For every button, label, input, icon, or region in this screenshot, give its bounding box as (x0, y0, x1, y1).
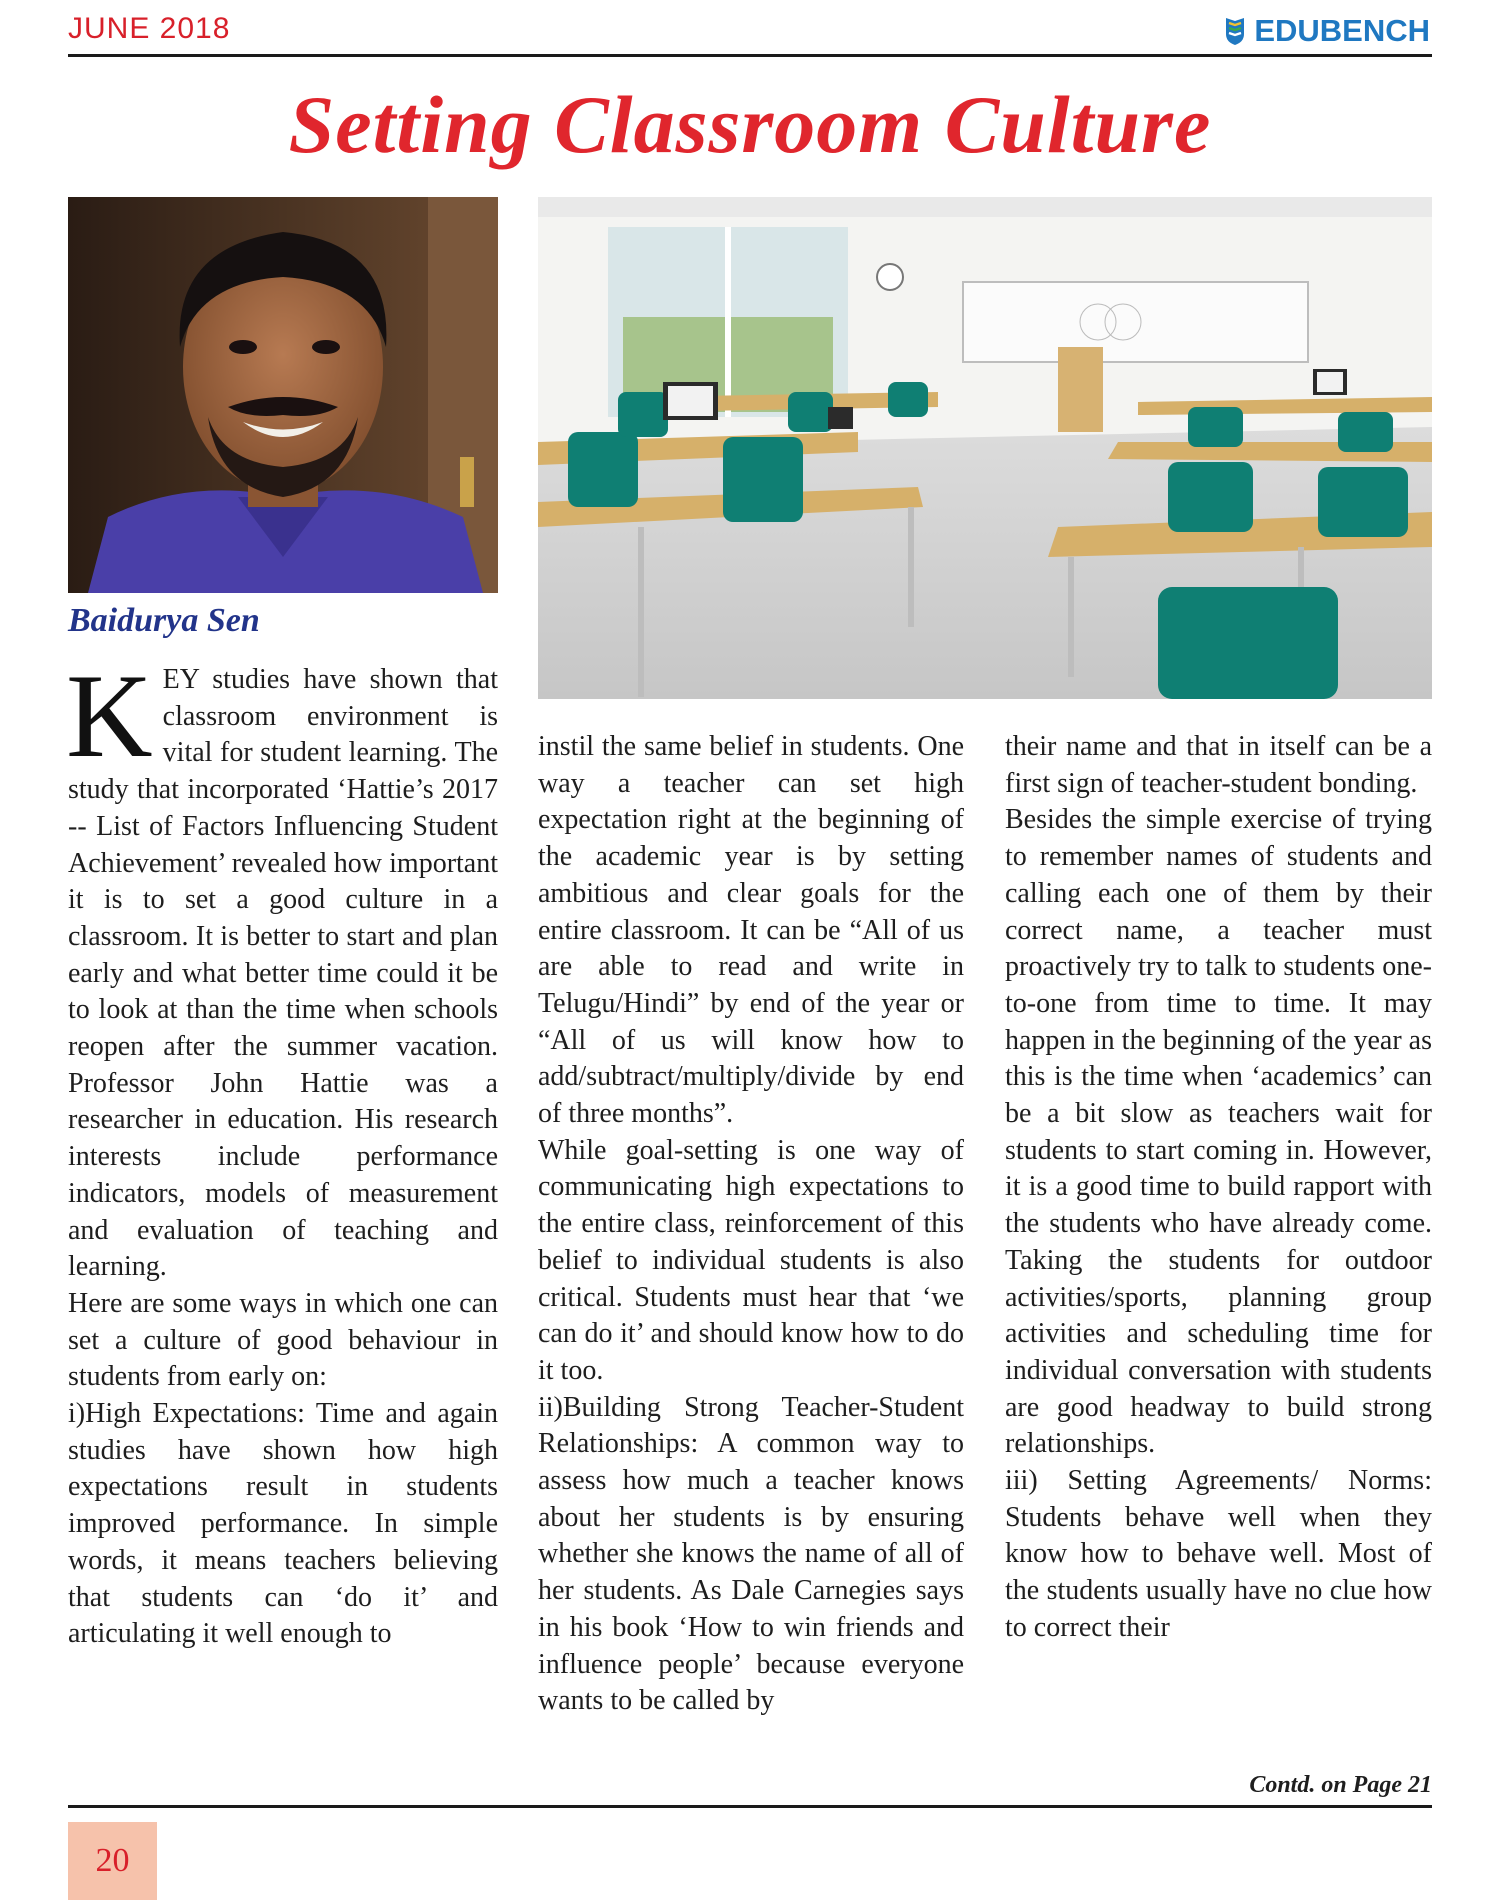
article-column-2 (538, 729, 964, 1720)
paragraph: their name and that in itself can be a first sign of teacher-student bonding. (1005, 731, 1432, 799)
book-shield-icon (1224, 16, 1246, 46)
brand-name: EDUBENCH (1254, 13, 1430, 48)
brand-logo (1224, 13, 1430, 49)
paragraph: While goal-setting is one way of communicating high expectations to the entire class, reinforcement of this belief to individual students is also critical. Students must hear that ‘we can do it’ and should know how to do it too. (538, 1134, 964, 1386)
article-title: Setting Classroom Culture (288, 79, 1212, 170)
paragraph: instil the same belief in students. One way a teacher can set high expectation right at the beginning of the academic year is by setting ambitious and clear goals for the entire classroom. It can be “All of us are able to read and write in Telugu/Hindi” by end of the year or “All of us will know how to add/subtract/multiply/divide by end of three months”. (538, 731, 964, 1130)
paragraph: EY studies have shown that classroom environment is vital for student learning. The study that incorporated ‘Hattie’s 2017 -- List of Factors Influencing Student Achievement’ revealed how important it is to set a good culture in a classroom. It is better to start and plan early and what better time could it be to look at than the time when schools reopen after the summer vacation. Professor John Hattie was a researcher in education. His research interests include performance indicators, models of measurement and evaluation of teaching and learning. (68, 664, 498, 1283)
paragraph: i)High Expectations: Time and again studies have shown how high expectations result in students improved performance. In simple words, it means teachers believing that students can ‘do it’ and articulating it well enough to (68, 1398, 498, 1650)
author-name: Baidurya Sen (68, 602, 260, 639)
drop-cap: K (66, 649, 153, 782)
article-column-1 (66, 649, 498, 1653)
continued-note: Contd. on Page 21 (1249, 1772, 1432, 1798)
issue-date: JUNE 2018 (68, 12, 231, 45)
author-photo (68, 197, 498, 593)
paragraph: Here are some ways in which one can set a culture of good behaviour in students from early on: (68, 1287, 498, 1393)
article-column-3 (1005, 729, 1432, 1647)
page-number: 20 (68, 1822, 157, 1900)
header-divider (68, 54, 1432, 57)
paragraph: ii)Building Strong Teacher-Student Relationships: A common way to assess how much a teacher knows about her students is by ensuring whether she knows the name of all of her students. As Dale Carnegies says in his book ‘How to win friends and influence people’ because everyone wants to be called by (538, 1391, 964, 1717)
footer-divider (68, 1805, 1432, 1808)
paragraph: iii) Setting Agreements/ Norms: Students behave well when they know how to behave well. Most of the students usually have no clue how to correct their (1005, 1465, 1432, 1643)
classroom-photo (538, 197, 1432, 699)
paragraph: Besides the simple exercise of trying to remember names of students and calling each one of them by their correct name, a teacher must proactively try to talk to students one-to-one from time to time. It may happen in the beginning of the year as this is the time when ‘academics’ can be a bit slow as teachers wait for students to start coming in. However, it is a good time to build rapport with the students who have already come. Taking the students for outdoor activities/sports, planning group activities and scheduling time for individual conversation with students are good headway to build strong relationships. (1005, 804, 1432, 1460)
